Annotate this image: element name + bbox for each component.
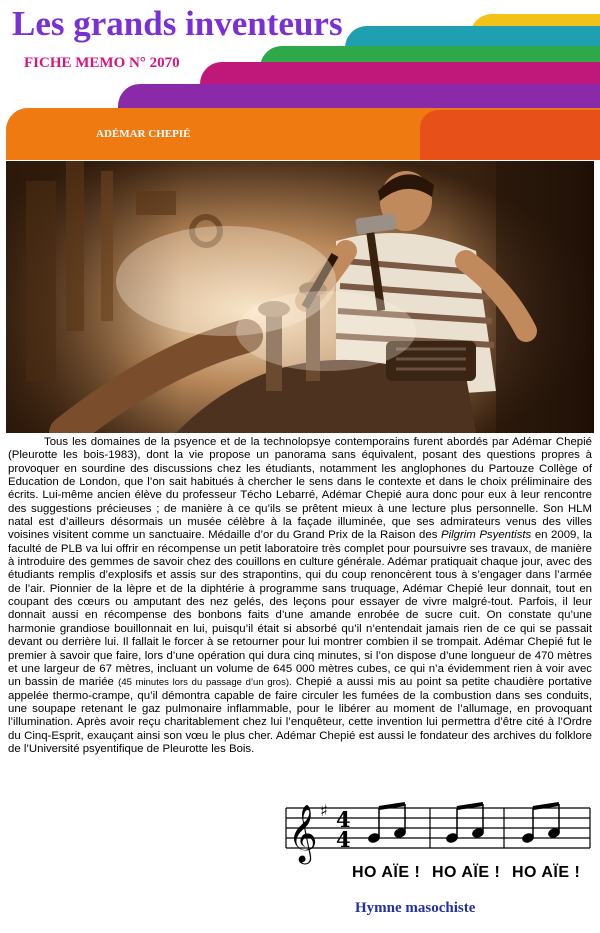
pilgrim-psyentists: Pilgrim Psyentists (440, 529, 532, 542)
lyric-2: HO AÏE ! (432, 864, 501, 881)
sharp-icon: ♯ (320, 801, 328, 820)
treble-clef-icon: 𝄞 (288, 804, 318, 862)
article-aside: (45 minutes lors du passage d’un gros). (118, 677, 292, 689)
band-red (420, 110, 600, 160)
article-paragraph: Tous les domaines de la psyence et de la technolopsye contemporains furent abordés par Adémar Chepié (Pleurotte les bois-1983), dont la vie propose un panorama sans équivalent, posant des questions propres à provoquer en sourdine des discussions chez les étudiants, notamment les anglophones du Partouze Collège of Education de London, que l’on sait habitués à chercher le sens dans le contexte et dans le choix préliminaire des écrits. Lui-même ancien élève du professeur Técho Lebarré, Adémar Chepié aura donc pour eux à leur rencontre des suggestions précieuses ; de manière à ce qu’ils se prêtent mieux à une lecture plus personnelle. Son HLM natal est d’ailleurs désormais un musée célèbre à la façade illuminée, que ses admirateurs venus des villes voisines visitent comme un sanctuaire. Médaille d’or du Grand Prix de la Raison des Pilgrim Psyentists en 2009, la faculté de PLB va lui offrir en récompense un petit laboratoire très complet pour poursuivre ses travaux, de manière à introduire des gemmes de savoir chez des couillons en culture générale. Adémar pratiquait chaque jour, avec des étudiants remplis d’explosifs et assis sur des strapontins, qui du coup renoncèrent tous à s’engager dans l’armée de l’air. Pionnier de la lèpre et de la diphtérie à programme sans truquage, Adémar Chepié leur donnait, tout en coupant des cœurs ou amputant des nez gelés, des leçons pour essayer de vivre malgré-tout. Parfois, il leur donnait aussi en récompense des bonbons faits d’une amande enrobée de sucre cuit. On constate qu’une harmonie grandiose bouillonnait en lui, puisqu’il était si absorbé qu’il n’entendait jamais rien de ce qui se passait devant ou derrière lui. Il fallait le forcer à se retourner pour lui montrer combien il se trompait. Adémar Chepié fut le premier à savoir que faire, lors d’une opération qui dura cinq minutes, si l’on dispose d’une longueur de 470 mètres et une largeur de 67 mètres, incluant un volume de 645 000 mètres cubes, ce qui n’a évidemment rien à voir avec un bassin de mariée (45 minutes lors du passage d’un gros). Chepié a aussi mis au point sa petite chaudière portative appelée thermo-crampe, qu’il démontra capable de faire circuler les fumées de la combustion dans ses conduits, une soupape retenant le gaz pulmonaire inflammable, pour le libérer au moment de l’allumage, en provoquant l’illumination. Après avoir reçu charitablement chez lui l’enquêteur, cette invention lui permettra d’être cité à l’Ordre du Cinq-Esprit, exauçant ainsi son vœu le plus cher. Adémar Chepié est aussi le fondateur des archives du folklore de l’Université psyentifique de Pleurotte les Bois. (8, 436, 592, 755)
music-caption: Hymne masochiste (355, 900, 476, 916)
page-title: Les grands inventeurs (12, 4, 343, 43)
inventor-photo (6, 161, 594, 433)
svg-text:4: 4 (336, 827, 351, 852)
lyric-3: HO AÏE ! (512, 864, 581, 881)
fiche-number: FICHE MEMO N° 2070 (24, 55, 180, 71)
svg-text:4: 4 (336, 807, 351, 832)
article-body (8, 436, 592, 756)
subject-name: ADÉMAR CHEPIÉ (96, 128, 191, 140)
header-banner (0, 0, 600, 160)
lyric-1: HO AÏE ! (352, 864, 421, 881)
